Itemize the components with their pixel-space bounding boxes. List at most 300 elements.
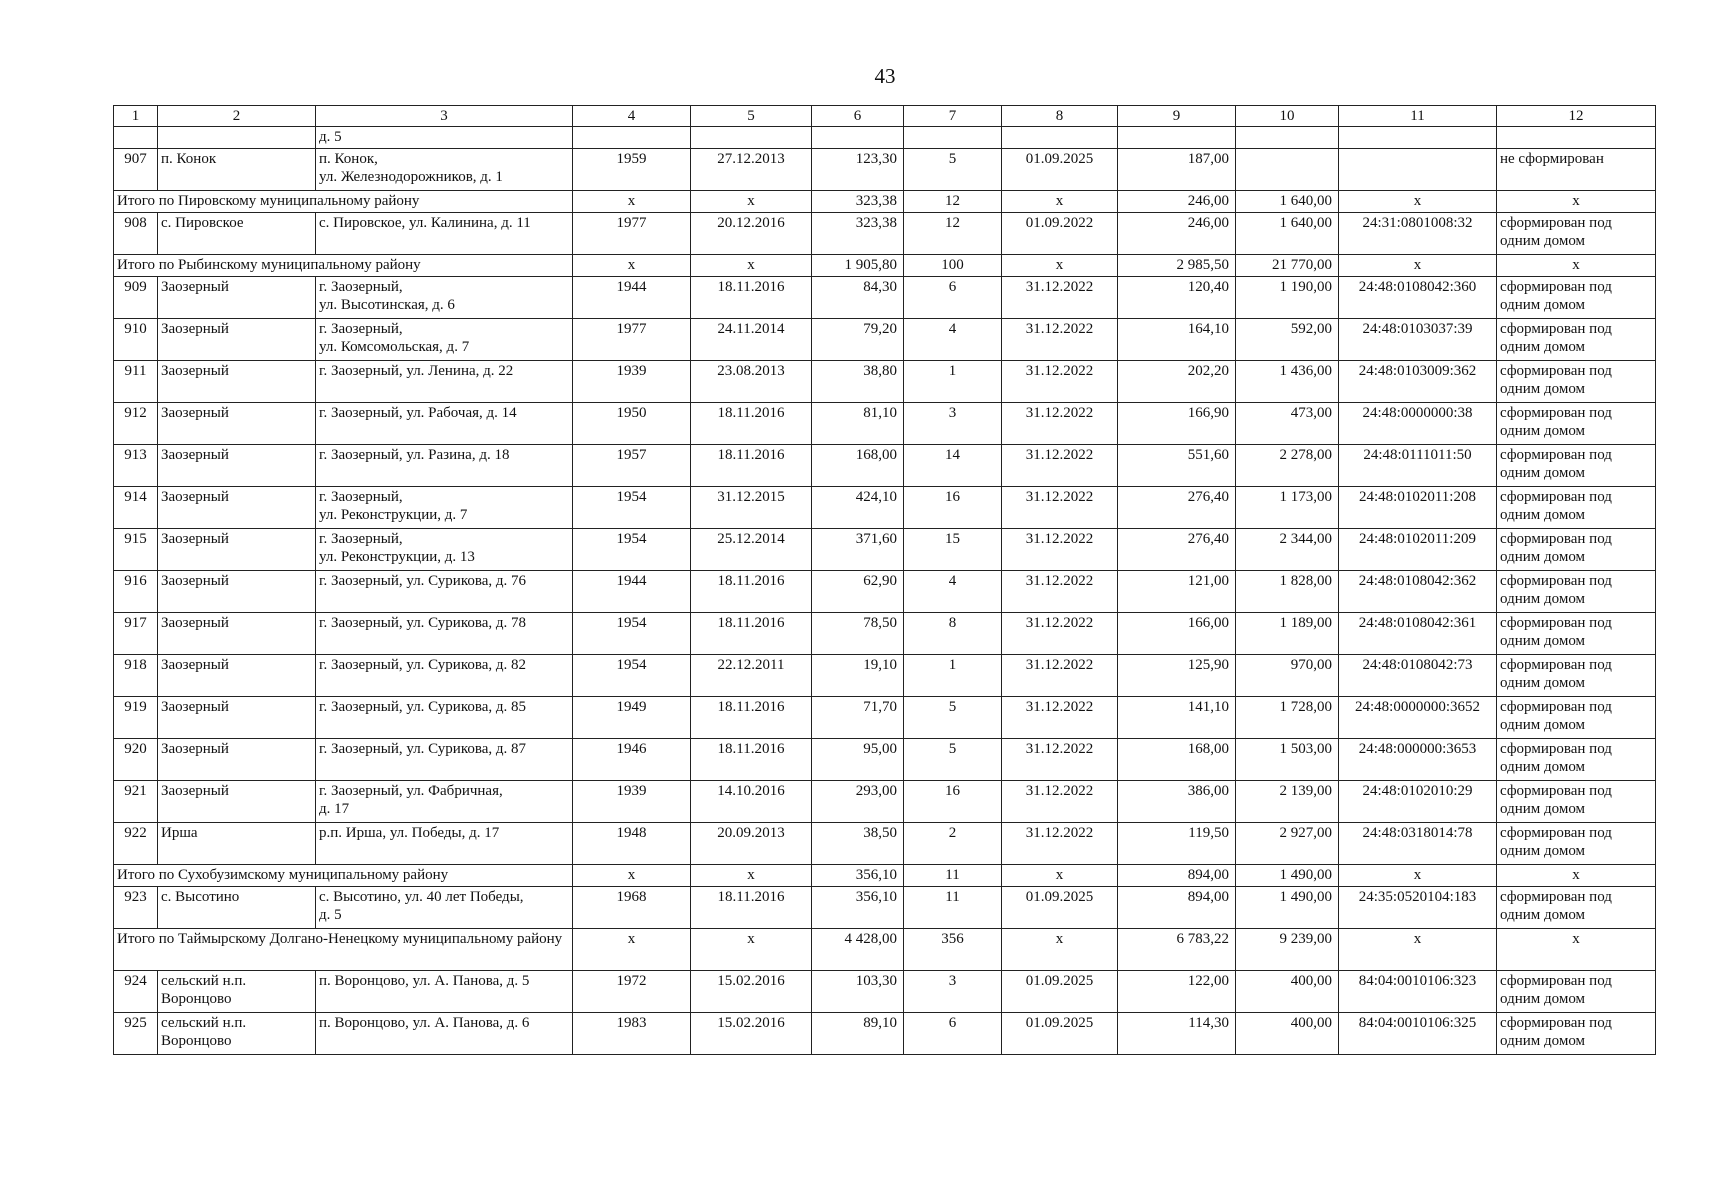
residents-cell: 12 (904, 213, 1002, 255)
area-cell: 38,50 (812, 823, 904, 865)
date-cell: 22.12.2011 (691, 655, 812, 697)
row-number-cell: 914 (114, 487, 158, 529)
row-number-cell: 910 (114, 319, 158, 361)
cost-cell: 1 490,00 (1236, 887, 1339, 929)
area-cell: 89,10 (812, 1013, 904, 1055)
address-cell: с. Пировское, ул. Калинина, д. 11 (316, 213, 573, 255)
cadastral-number-cell: 84:04:0010106:325 (1339, 1013, 1497, 1055)
settlement-cell: Заозерный (158, 487, 316, 529)
settlement-cell: с. Пировское (158, 213, 316, 255)
continuation-row (114, 127, 1656, 149)
area-cell: 71,70 (812, 697, 904, 739)
settlement-cell: Заозерный (158, 613, 316, 655)
table-row (114, 697, 1656, 739)
cadastral-number-cell: 24:48:0318014:78 (1339, 823, 1497, 865)
area-cell: 81,10 (812, 403, 904, 445)
land-status-cell: сформирован под одним домом (1497, 571, 1656, 613)
cost-cell: 1 640,00 (1236, 213, 1339, 255)
row-number-cell: 925 (114, 1013, 158, 1055)
deadline-cell: 01.09.2025 (1002, 971, 1118, 1013)
table-row (114, 445, 1656, 487)
total-deadline: x (1002, 929, 1118, 971)
land-area-cell (1118, 127, 1236, 149)
table-row (114, 1013, 1656, 1055)
total-date: x (691, 191, 812, 213)
table-row (114, 149, 1656, 191)
cadastral-number-cell: 24:48:0108042:361 (1339, 613, 1497, 655)
cost-cell (1236, 127, 1339, 149)
settlement-cell: Заозерный (158, 403, 316, 445)
col-header: 7 (904, 106, 1002, 127)
col-header: 10 (1236, 106, 1339, 127)
row-number-cell: 916 (114, 571, 158, 613)
deadline-cell: 01.09.2025 (1002, 1013, 1118, 1055)
area-cell: 424,10 (812, 487, 904, 529)
date-cell: 14.10.2016 (691, 781, 812, 823)
year-cell: 1977 (573, 319, 691, 361)
residents-cell (904, 127, 1002, 149)
total-year: x (573, 255, 691, 277)
cadastral-number-cell: 24:48:0102011:209 (1339, 529, 1497, 571)
land-status-cell: сформирован под одним домом (1497, 971, 1656, 1013)
col-header: 2 (158, 106, 316, 127)
settlement-cell: Заозерный (158, 361, 316, 403)
table-body (114, 127, 1656, 1055)
address-cell: г. Заозерный, ул. Фабричная, д. 17 (316, 781, 573, 823)
total-area: 1 905,80 (812, 255, 904, 277)
total-land-area: 6 783,22 (1118, 929, 1236, 971)
land-status-cell: сформирован под одним домом (1497, 781, 1656, 823)
register-table-wrap (113, 105, 1656, 1055)
address-cell: г. Заозерный, ул. Сурикова, д. 87 (316, 739, 573, 781)
total-deadline: x (1002, 865, 1118, 887)
settlement-cell: п. Конок (158, 149, 316, 191)
cadastral-number-cell: 24:48:0000000:38 (1339, 403, 1497, 445)
deadline-cell: 31.12.2022 (1002, 655, 1118, 697)
year-cell: 1939 (573, 781, 691, 823)
row-number-cell: 907 (114, 149, 158, 191)
row-number-cell (114, 127, 158, 149)
year-cell: 1977 (573, 213, 691, 255)
deadline-cell (1002, 127, 1118, 149)
land-area-cell: 125,90 (1118, 655, 1236, 697)
total-year: x (573, 865, 691, 887)
date-cell: 31.12.2015 (691, 487, 812, 529)
residents-cell: 1 (904, 361, 1002, 403)
date-cell: 27.12.2013 (691, 149, 812, 191)
deadline-cell: 01.09.2025 (1002, 149, 1118, 191)
land-status-cell: не сформирован (1497, 149, 1656, 191)
row-number-cell: 921 (114, 781, 158, 823)
date-cell: 18.11.2016 (691, 697, 812, 739)
cost-cell: 1 503,00 (1236, 739, 1339, 781)
settlement-cell: Ирша (158, 823, 316, 865)
deadline-cell: 31.12.2022 (1002, 781, 1118, 823)
cost-cell: 1 728,00 (1236, 697, 1339, 739)
total-deadline: x (1002, 255, 1118, 277)
cadastral-number-cell: 24:48:0111011:50 (1339, 445, 1497, 487)
land-area-cell: 119,50 (1118, 823, 1236, 865)
area-cell: 356,10 (812, 887, 904, 929)
settlement-cell: сельский н.п. Воронцово (158, 971, 316, 1013)
total-cost: 9 239,00 (1236, 929, 1339, 971)
total-year: x (573, 191, 691, 213)
year-cell: 1950 (573, 403, 691, 445)
address-cell: д. 5 (316, 127, 573, 149)
district-total-label: Итого по Рыбинскому муниципальному району (114, 255, 573, 277)
row-number-cell: 924 (114, 971, 158, 1013)
settlement-cell: Заозерный (158, 739, 316, 781)
row-number-cell: 920 (114, 739, 158, 781)
cadastral-number-cell: 84:04:0010106:323 (1339, 971, 1497, 1013)
land-area-cell: 122,00 (1118, 971, 1236, 1013)
area-cell: 123,30 (812, 149, 904, 191)
address-cell: п. Воронцово, ул. А. Панова, д. 6 (316, 1013, 573, 1055)
table-row (114, 613, 1656, 655)
year-cell: 1948 (573, 823, 691, 865)
cost-cell: 2 139,00 (1236, 781, 1339, 823)
land-status-cell: сформирован под одним домом (1497, 529, 1656, 571)
residents-cell: 5 (904, 697, 1002, 739)
settlement-cell: Заозерный (158, 655, 316, 697)
land-status-cell: сформирован под одним домом (1497, 487, 1656, 529)
address-cell: г. Заозерный, ул. Реконструкции, д. 13 (316, 529, 573, 571)
cost-cell: 1 436,00 (1236, 361, 1339, 403)
land-status-cell: сформирован под одним домом (1497, 319, 1656, 361)
deadline-cell: 31.12.2022 (1002, 487, 1118, 529)
address-cell: г. Заозерный, ул. Комсомольская, д. 7 (316, 319, 573, 361)
land-area-cell: 276,40 (1118, 529, 1236, 571)
total-land-area: 2 985,50 (1118, 255, 1236, 277)
row-number-cell: 918 (114, 655, 158, 697)
row-number-cell: 923 (114, 887, 158, 929)
deadline-cell: 31.12.2022 (1002, 277, 1118, 319)
land-status-cell (1497, 127, 1656, 149)
cost-cell: 1 173,00 (1236, 487, 1339, 529)
address-cell: г. Заозерный, ул. Разина, д. 18 (316, 445, 573, 487)
table-row (114, 887, 1656, 929)
land-area-cell: 202,20 (1118, 361, 1236, 403)
address-cell: г. Заозерный, ул. Сурикова, д. 85 (316, 697, 573, 739)
total-area: 323,38 (812, 191, 904, 213)
district-total-label: Итого по Таймырскому Долгано-Ненецкому муниципальному району (114, 929, 573, 971)
residents-cell: 2 (904, 823, 1002, 865)
deadline-cell: 01.09.2022 (1002, 213, 1118, 255)
date-cell: 18.11.2016 (691, 403, 812, 445)
settlement-cell: Заозерный (158, 319, 316, 361)
date-cell: 18.11.2016 (691, 613, 812, 655)
area-cell: 79,20 (812, 319, 904, 361)
col-header: 4 (573, 106, 691, 127)
residents-cell: 4 (904, 319, 1002, 361)
residents-cell: 16 (904, 781, 1002, 823)
col-header: 5 (691, 106, 812, 127)
col-header: 11 (1339, 106, 1497, 127)
year-cell (573, 127, 691, 149)
land-status-cell: сформирован под одним домом (1497, 403, 1656, 445)
cadastral-number-cell: 24:48:0103037:39 (1339, 319, 1497, 361)
date-cell: 20.12.2016 (691, 213, 812, 255)
address-cell: г. Заозерный, ул. Сурикова, д. 82 (316, 655, 573, 697)
col-header: 3 (316, 106, 573, 127)
deadline-cell: 31.12.2022 (1002, 319, 1118, 361)
date-cell: 18.11.2016 (691, 571, 812, 613)
cost-cell: 592,00 (1236, 319, 1339, 361)
area-cell: 78,50 (812, 613, 904, 655)
total-cadastral-number: x (1339, 191, 1497, 213)
area-cell: 168,00 (812, 445, 904, 487)
cost-cell: 1 190,00 (1236, 277, 1339, 319)
year-cell: 1946 (573, 739, 691, 781)
row-number-cell: 911 (114, 361, 158, 403)
land-area-cell: 164,10 (1118, 319, 1236, 361)
land-status-cell: сформирован под одним домом (1497, 213, 1656, 255)
total-land-status: x (1497, 191, 1656, 213)
cost-cell: 970,00 (1236, 655, 1339, 697)
land-status-cell: сформирован под одним домом (1497, 887, 1656, 929)
cost-cell (1236, 149, 1339, 191)
year-cell: 1968 (573, 887, 691, 929)
deadline-cell: 31.12.2022 (1002, 697, 1118, 739)
cost-cell: 400,00 (1236, 971, 1339, 1013)
row-number-cell: 912 (114, 403, 158, 445)
cadastral-number-cell (1339, 127, 1497, 149)
total-land-status: x (1497, 865, 1656, 887)
land-area-cell: 894,00 (1118, 887, 1236, 929)
year-cell: 1944 (573, 277, 691, 319)
row-number-cell: 919 (114, 697, 158, 739)
total-cadastral-number: x (1339, 929, 1497, 971)
land-area-cell: 276,40 (1118, 487, 1236, 529)
year-cell: 1939 (573, 361, 691, 403)
year-cell: 1972 (573, 971, 691, 1013)
residents-cell: 3 (904, 971, 1002, 1013)
cadastral-number-cell: 24:48:0103009:362 (1339, 361, 1497, 403)
date-cell: 18.11.2016 (691, 277, 812, 319)
cost-cell: 2 344,00 (1236, 529, 1339, 571)
cost-cell: 2 278,00 (1236, 445, 1339, 487)
table-row (114, 655, 1656, 697)
settlement-cell: Заозерный (158, 571, 316, 613)
settlement-cell: сельский н.п. Воронцово (158, 1013, 316, 1055)
date-cell: 20.09.2013 (691, 823, 812, 865)
cadastral-number-cell: 24:48:000000:3653 (1339, 739, 1497, 781)
settlement-cell: Заозерный (158, 697, 316, 739)
area-cell: 371,60 (812, 529, 904, 571)
total-residents: 11 (904, 865, 1002, 887)
deadline-cell: 31.12.2022 (1002, 445, 1118, 487)
residents-cell: 14 (904, 445, 1002, 487)
date-cell: 15.02.2016 (691, 971, 812, 1013)
total-residents: 356 (904, 929, 1002, 971)
land-area-cell: 551,60 (1118, 445, 1236, 487)
table-row (114, 739, 1656, 781)
address-cell: п. Воронцово, ул. А. Панова, д. 5 (316, 971, 573, 1013)
table-row (114, 571, 1656, 613)
deadline-cell: 31.12.2022 (1002, 529, 1118, 571)
residents-cell: 11 (904, 887, 1002, 929)
residents-cell: 8 (904, 613, 1002, 655)
land-status-cell: сформирован под одним домом (1497, 613, 1656, 655)
total-cost: 21 770,00 (1236, 255, 1339, 277)
date-cell: 18.11.2016 (691, 887, 812, 929)
total-deadline: x (1002, 191, 1118, 213)
total-land-status: x (1497, 255, 1656, 277)
land-area-cell: 141,10 (1118, 697, 1236, 739)
area-cell (812, 127, 904, 149)
date-cell: 18.11.2016 (691, 445, 812, 487)
land-status-cell: сформирован под одним домом (1497, 655, 1656, 697)
address-cell: п. Конок, ул. Железнодорожников, д. 1 (316, 149, 573, 191)
residents-cell: 6 (904, 1013, 1002, 1055)
settlement-cell: Заозерный (158, 781, 316, 823)
address-cell: г. Заозерный, ул. Рабочая, д. 14 (316, 403, 573, 445)
settlement-cell: Заозерный (158, 277, 316, 319)
row-number-cell: 915 (114, 529, 158, 571)
land-status-cell: сформирован под одним домом (1497, 277, 1656, 319)
total-cost: 1 490,00 (1236, 865, 1339, 887)
deadline-cell: 31.12.2022 (1002, 403, 1118, 445)
row-number-cell: 913 (114, 445, 158, 487)
table-row (114, 487, 1656, 529)
residents-cell: 6 (904, 277, 1002, 319)
cost-cell: 2 927,00 (1236, 823, 1339, 865)
residents-cell: 3 (904, 403, 1002, 445)
cadastral-number-cell (1339, 149, 1497, 191)
land-status-cell: сформирован под одним домом (1497, 1013, 1656, 1055)
land-area-cell: 187,00 (1118, 149, 1236, 191)
cadastral-number-cell: 24:48:0108042:73 (1339, 655, 1497, 697)
year-cell: 1954 (573, 613, 691, 655)
land-area-cell: 168,00 (1118, 739, 1236, 781)
land-status-cell: сформирован под одним домом (1497, 739, 1656, 781)
year-cell: 1954 (573, 487, 691, 529)
deadline-cell: 31.12.2022 (1002, 571, 1118, 613)
residents-cell: 4 (904, 571, 1002, 613)
date-cell: 24.11.2014 (691, 319, 812, 361)
address-cell: р.п. Ирша, ул. Победы, д. 17 (316, 823, 573, 865)
total-residents: 12 (904, 191, 1002, 213)
land-area-cell: 114,30 (1118, 1013, 1236, 1055)
area-cell: 103,30 (812, 971, 904, 1013)
settlement-cell: Заозерный (158, 445, 316, 487)
row-number-cell: 908 (114, 213, 158, 255)
land-area-cell: 120,40 (1118, 277, 1236, 319)
date-cell (691, 127, 812, 149)
district-total-row (114, 255, 1656, 277)
date-cell: 15.02.2016 (691, 1013, 812, 1055)
deadline-cell: 31.12.2022 (1002, 361, 1118, 403)
col-header: 6 (812, 106, 904, 127)
register-table (113, 105, 1656, 1055)
total-area: 356,10 (812, 865, 904, 887)
residents-cell: 16 (904, 487, 1002, 529)
year-cell: 1944 (573, 571, 691, 613)
year-cell: 1954 (573, 529, 691, 571)
address-cell: г. Заозерный, ул. Сурикова, д. 78 (316, 613, 573, 655)
area-cell: 19,10 (812, 655, 904, 697)
table-row (114, 971, 1656, 1013)
table-row (114, 213, 1656, 255)
total-residents: 100 (904, 255, 1002, 277)
land-area-cell: 121,00 (1118, 571, 1236, 613)
total-cost: 1 640,00 (1236, 191, 1339, 213)
col-header: 8 (1002, 106, 1118, 127)
row-number-cell: 909 (114, 277, 158, 319)
cost-cell: 473,00 (1236, 403, 1339, 445)
cadastral-number-cell: 24:48:0108042:360 (1339, 277, 1497, 319)
year-cell: 1957 (573, 445, 691, 487)
area-cell: 84,30 (812, 277, 904, 319)
year-cell: 1954 (573, 655, 691, 697)
area-cell: 293,00 (812, 781, 904, 823)
district-total-row (114, 191, 1656, 213)
cadastral-number-cell: 24:48:0102011:208 (1339, 487, 1497, 529)
land-area-cell: 166,90 (1118, 403, 1236, 445)
total-land-area: 894,00 (1118, 865, 1236, 887)
land-status-cell: сформирован под одним домом (1497, 361, 1656, 403)
cost-cell: 1 189,00 (1236, 613, 1339, 655)
date-cell: 23.08.2013 (691, 361, 812, 403)
address-cell: г. Заозерный, ул. Ленина, д. 22 (316, 361, 573, 403)
total-cadastral-number: x (1339, 865, 1497, 887)
address-cell: с. Высотино, ул. 40 лет Победы, д. 5 (316, 887, 573, 929)
total-year: x (573, 929, 691, 971)
land-status-cell: сформирован под одним домом (1497, 445, 1656, 487)
table-row (114, 529, 1656, 571)
year-cell: 1983 (573, 1013, 691, 1055)
date-cell: 18.11.2016 (691, 739, 812, 781)
total-land-area: 246,00 (1118, 191, 1236, 213)
total-land-status: x (1497, 929, 1656, 971)
deadline-cell: 31.12.2022 (1002, 739, 1118, 781)
page-number: 43 (874, 64, 896, 88)
cost-cell: 400,00 (1236, 1013, 1339, 1055)
cadastral-number-cell: 24:48:0000000:3652 (1339, 697, 1497, 739)
district-total-row (114, 929, 1656, 971)
col-header: 12 (1497, 106, 1656, 127)
land-area-cell: 246,00 (1118, 213, 1236, 255)
year-cell: 1959 (573, 149, 691, 191)
row-number-cell: 917 (114, 613, 158, 655)
table-row (114, 361, 1656, 403)
land-area-cell: 386,00 (1118, 781, 1236, 823)
total-area: 4 428,00 (812, 929, 904, 971)
row-number-cell: 922 (114, 823, 158, 865)
address-cell: г. Заозерный, ул. Сурикова, д. 76 (316, 571, 573, 613)
table-row (114, 781, 1656, 823)
deadline-cell: 01.09.2025 (1002, 887, 1118, 929)
cadastral-number-cell: 24:35:0520104:183 (1339, 887, 1497, 929)
residents-cell: 5 (904, 149, 1002, 191)
deadline-cell: 31.12.2022 (1002, 613, 1118, 655)
cadastral-number-cell: 24:31:0801008:32 (1339, 213, 1497, 255)
land-status-cell: сформирован под одним домом (1497, 697, 1656, 739)
district-total-row (114, 865, 1656, 887)
year-cell: 1949 (573, 697, 691, 739)
settlement-cell (158, 127, 316, 149)
deadline-cell: 31.12.2022 (1002, 823, 1118, 865)
total-date: x (691, 865, 812, 887)
table-row (114, 319, 1656, 361)
address-cell: г. Заозерный, ул. Реконструкции, д. 7 (316, 487, 573, 529)
area-cell: 95,00 (812, 739, 904, 781)
total-date: x (691, 929, 812, 971)
land-status-cell: сформирован под одним домом (1497, 823, 1656, 865)
address-cell: г. Заозерный, ул. Высотинская, д. 6 (316, 277, 573, 319)
cost-cell: 1 828,00 (1236, 571, 1339, 613)
col-header: 9 (1118, 106, 1236, 127)
